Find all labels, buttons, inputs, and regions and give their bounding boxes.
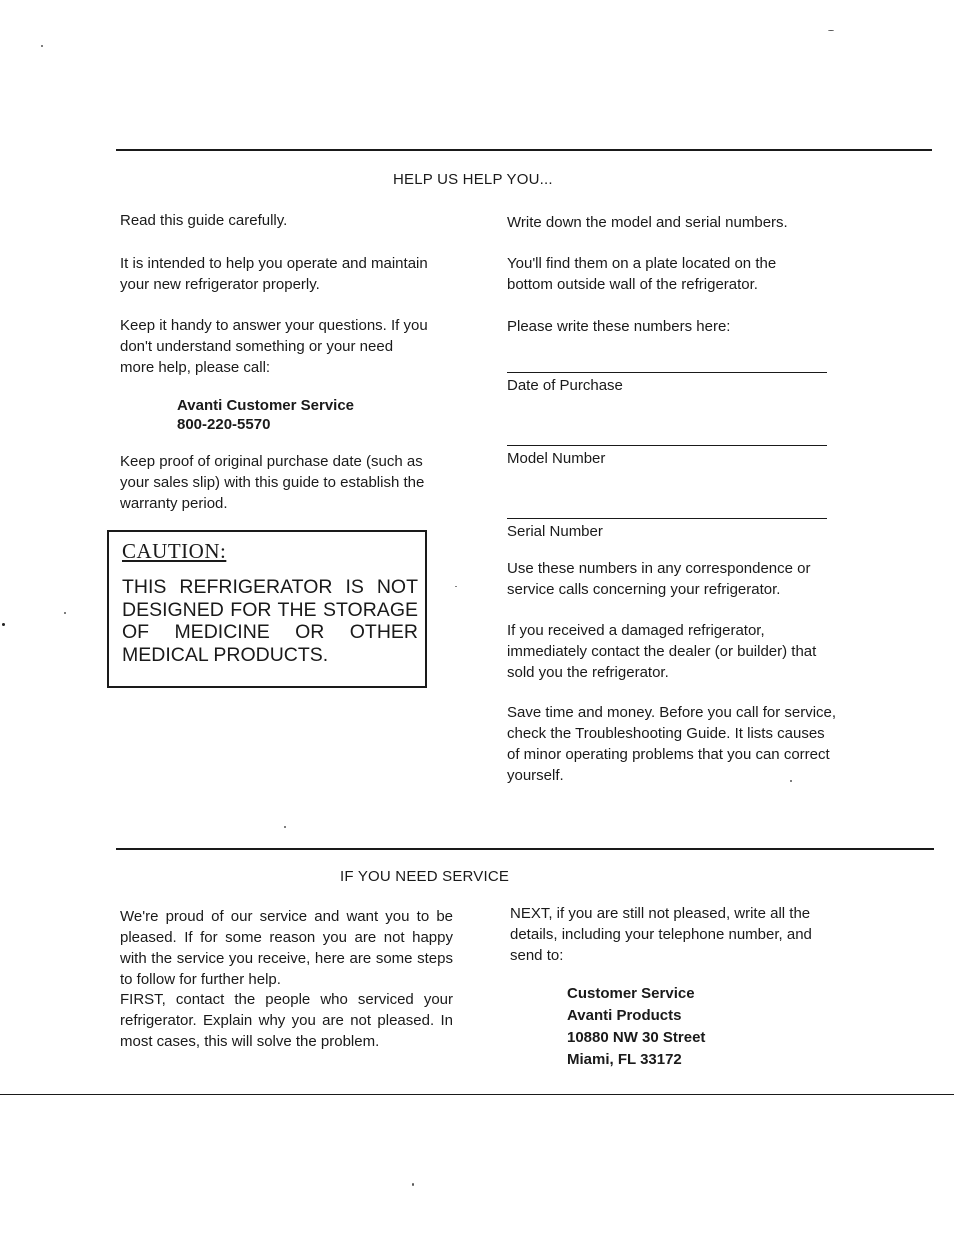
model-number-label: Model Number	[507, 450, 606, 467]
address-line-3: 10880 NW 30 Street	[567, 1029, 706, 1046]
service-right-paragraph-1: NEXT, if you are still not pleased, write all the details, including your telephone number, and send to:	[510, 905, 812, 964]
caution-box	[107, 530, 427, 688]
mailing-address	[567, 983, 705, 1071]
help-heading: HELP US HELP YOU...	[393, 171, 553, 188]
middle-divider	[116, 848, 934, 850]
address-line-2: Avanti Products	[567, 1007, 682, 1024]
model-number-line	[507, 445, 827, 446]
service-left-paragraph-1: We're proud of our service and want you to be pleased. If for some reason you are not happy with the service you receive, here are some steps to follow for further help.	[120, 908, 453, 988]
scan-speck	[828, 30, 834, 31]
purchase-date-label: Date of Purchase	[507, 377, 623, 394]
scan-speck	[2, 623, 5, 626]
service-left-paragraph-2: FIRST, contact the people who serviced your refrigerator. Explain why you are not pleased. In most cases, this will solve the problem.	[120, 991, 453, 1050]
serial-number-line	[507, 518, 827, 519]
write-numbers-subheading: Write down the model and serial numbers.	[507, 214, 788, 231]
read-guide-subheading: Read this guide carefully.	[120, 212, 288, 229]
contact-name: Avanti Customer Service	[177, 397, 355, 414]
scan-speck	[412, 1183, 414, 1186]
scan-speck	[455, 586, 457, 587]
help-right-paragraph-5: Save time and money. Before you call for service, check the Troubleshooting Guide. It lists causes of minor operating problems that you can correct yourself.	[507, 704, 837, 784]
service-heading: IF YOU NEED SERVICE	[340, 868, 510, 885]
purchase-date-line	[507, 372, 827, 373]
caution-text: THIS REFRIGERATOR IS NOT DESIGNED FOR THE STORAGE OF MEDICINE OR OTHER MEDICAL PRODUCTS.	[122, 576, 418, 666]
caution-title: CAUTION:	[122, 539, 227, 563]
serial-number-label: Serial Number	[507, 523, 603, 540]
help-right-paragraph-2: Please write these numbers here:	[507, 318, 731, 335]
address-line-1: Customer Service	[567, 985, 695, 1002]
help-right-paragraph-1: You'll find them on a plate located on the bottom outside wall of the refrigerator.	[507, 255, 777, 293]
address-line-4: Miami, FL 33172	[567, 1051, 682, 1068]
contact-phone: 800-220-5570	[177, 416, 271, 433]
help-right-paragraph-3: Use these numbers in any correspondence or service calls concerning your refrigerator.	[507, 560, 811, 598]
top-divider	[116, 149, 932, 151]
help-left-paragraph-3: Keep proof of original purchase date (such as your sales slip) with this guide to establish the warranty period.	[120, 453, 425, 512]
scan-speck	[64, 612, 66, 614]
scan-speck	[41, 45, 43, 47]
scan-speck	[284, 826, 286, 828]
help-left-paragraph-1: It is intended to help you operate and maintain your new refrigerator properly.	[120, 255, 428, 293]
scan-speck	[790, 780, 792, 782]
help-right-paragraph-4: If you received a damaged refrigerator, immediately contact the dealer (or builder) that sold you the refrigerator.	[507, 622, 817, 681]
help-left-paragraph-2: Keep it handy to answer your questions. If you don't understand something or your need more help, please call:	[120, 317, 428, 376]
bottom-divider	[0, 1094, 954, 1095]
